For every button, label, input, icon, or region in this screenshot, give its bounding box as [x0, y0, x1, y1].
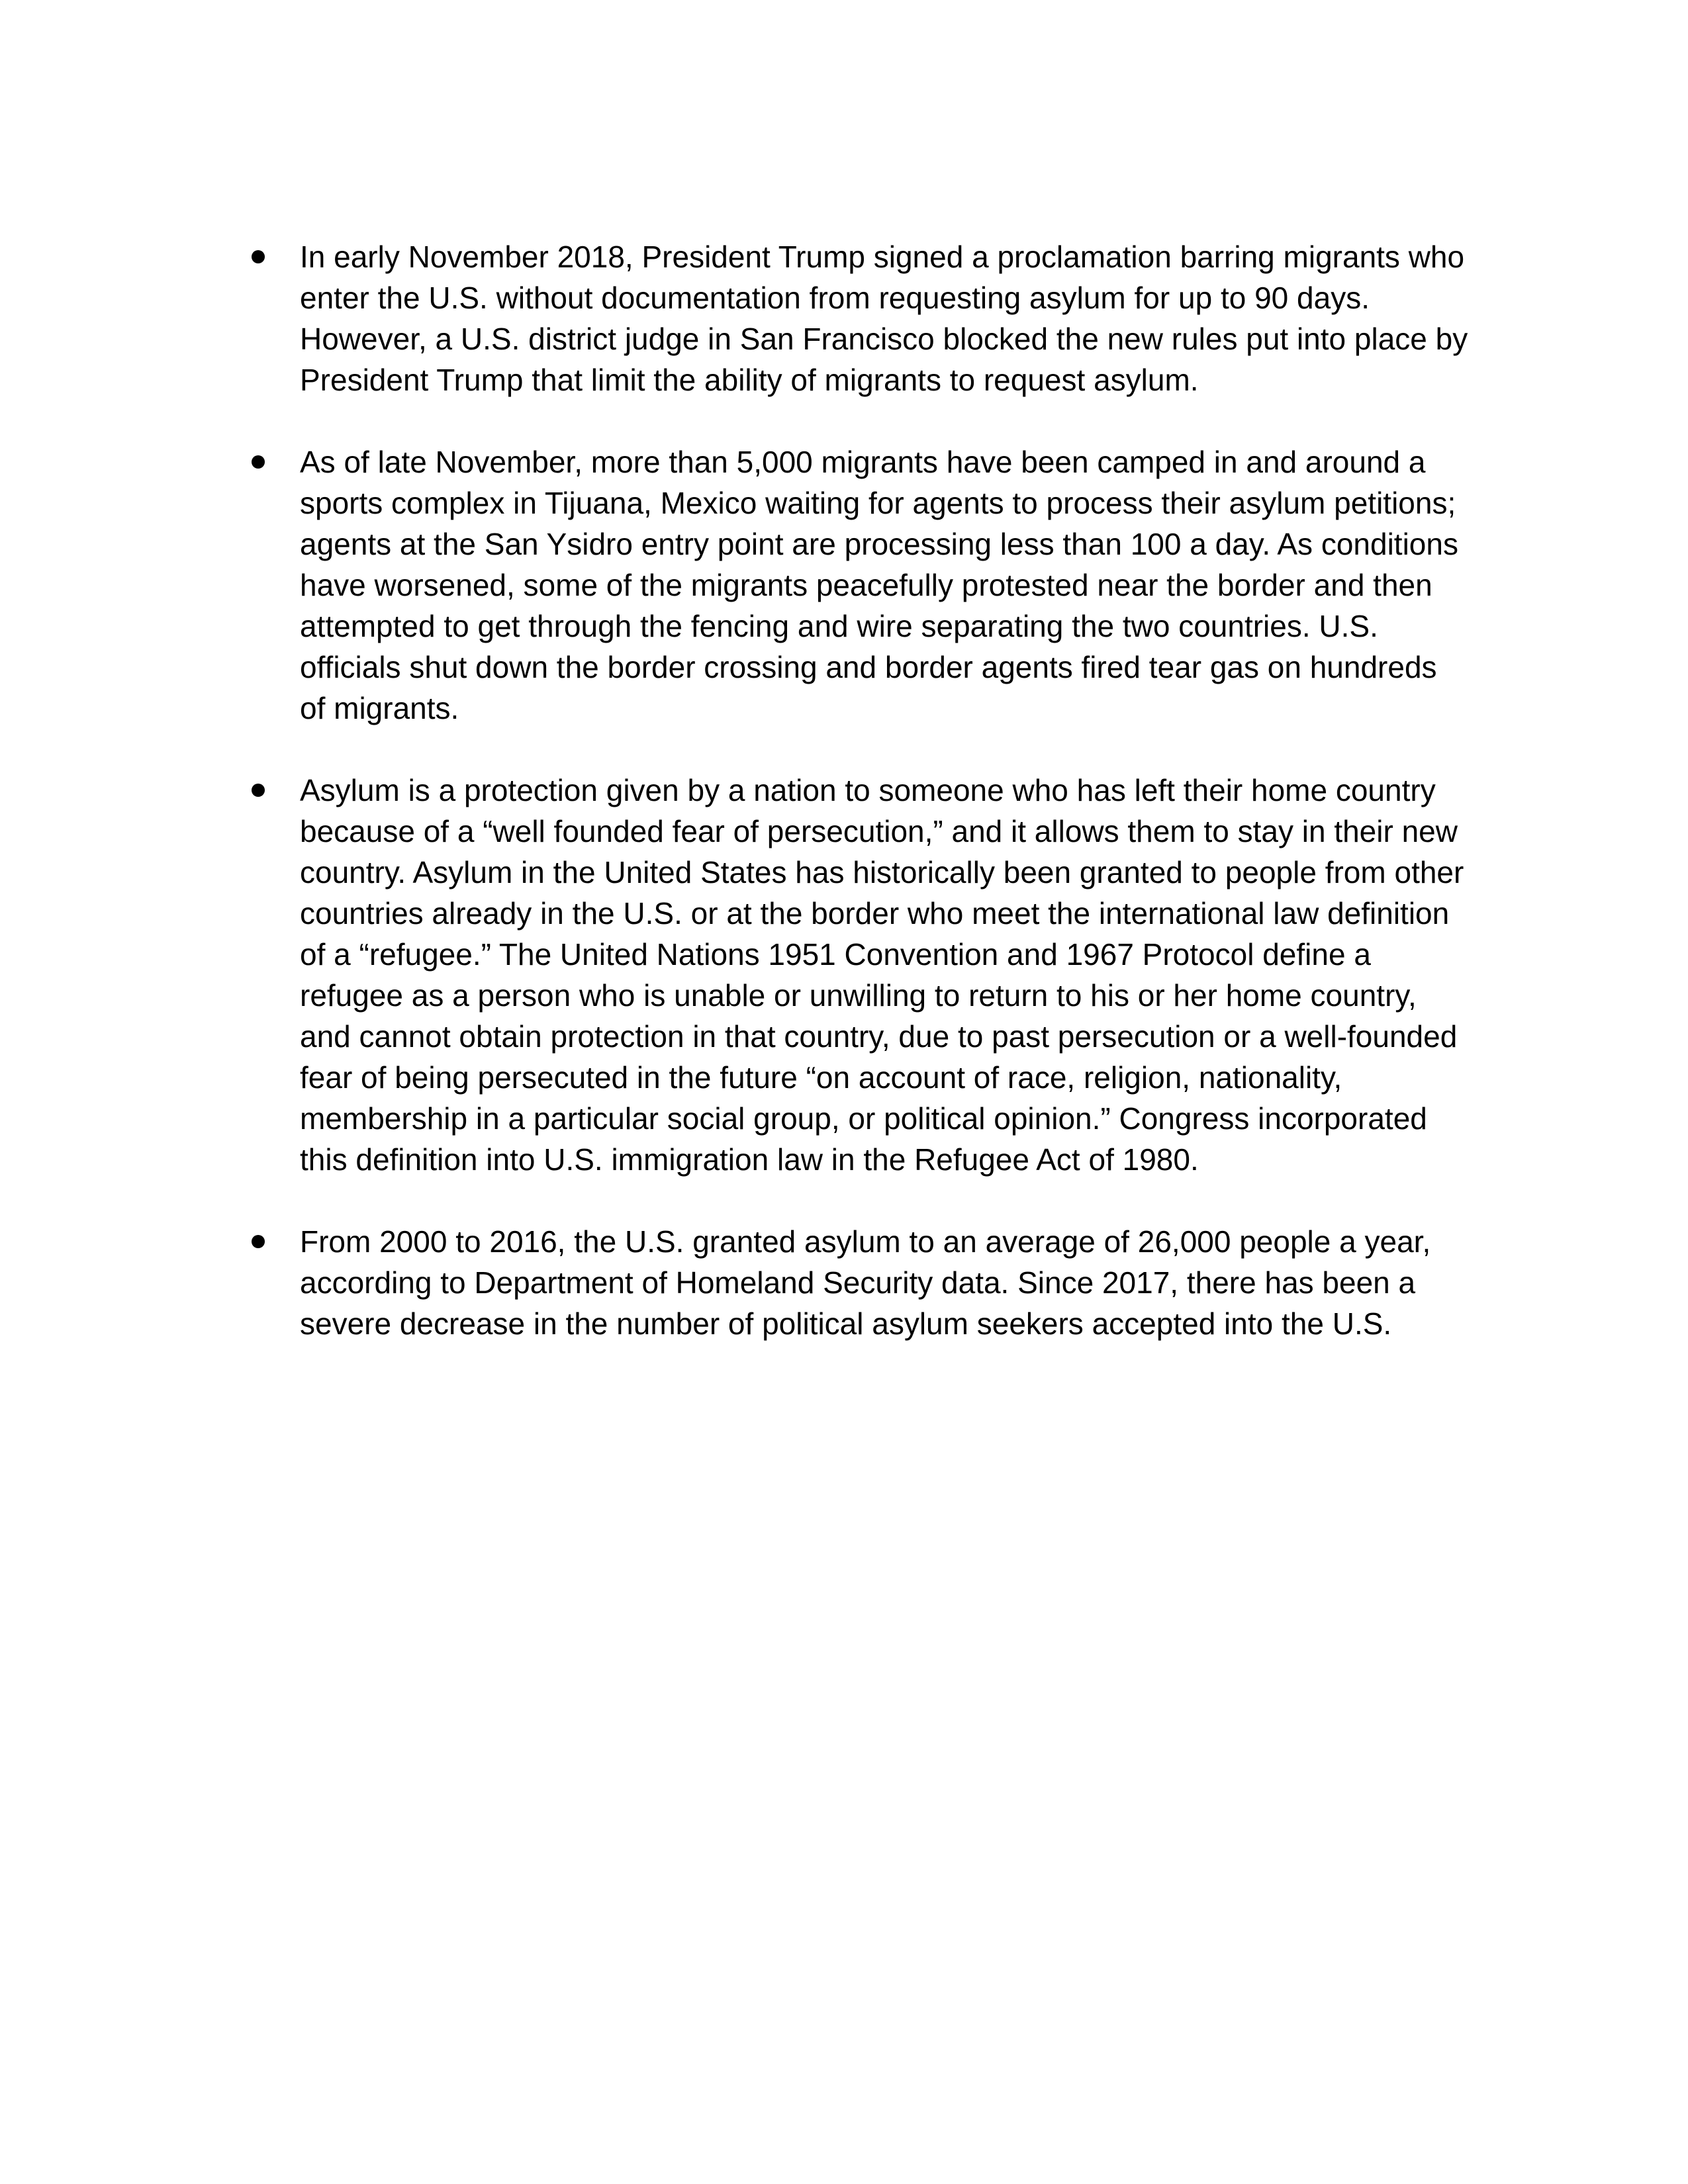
list-item — [252, 1221, 1470, 1344]
list-item — [252, 770, 1470, 1180]
bullet-paragraph: In early November 2018, President Trump signed a proclamation barring migrants who enter the U.S. without documentation from requesting asylum for up to 90 days. However, a U.S. district judge in San Francisco blocked the new rules put into place by President Trump that limit the ability of migrants to request asylum. — [300, 240, 1468, 397]
bullet-icon — [252, 250, 265, 263]
bullet-icon — [252, 455, 265, 469]
bullet-icon — [252, 1235, 265, 1248]
list-item — [252, 236, 1470, 400]
bullet-paragraph: As of late November, more than 5,000 migrants have been camped in and around a sports complex in Tijuana, Mexico waiting for agents to process their asylum petitions; agents at the San Ysidro entry point are processing less than 100 a day. As conditions have worsened, some of the migrants peacefully protested near the border and then attempted to get through the fencing and wire separating the two countries. U.S. officials shut down the border crossing and border agents fired tear gas on hundreds of migrants. — [300, 445, 1458, 725]
bullet-icon — [252, 784, 265, 797]
bullet-paragraph: From 2000 to 2016, the U.S. granted asylum to an average of 26,000 people a year, according to Department of Homeland Security data. Since 2017, there has been a severe decrease in the number of political asylum seekers accepted into the U.S. — [300, 1224, 1431, 1341]
list-item — [252, 441, 1470, 729]
bullet-list — [252, 236, 1470, 1385]
bullet-paragraph: Asylum is a protection given by a nation to someone who has left their home country because of a “well founded fear of persecution,” and it allows them to stay in their new country. Asylum in the United States has historically been granted to people from other countries already in the U.S. or at the border who meet the international law definition of a “refugee.” The United Nations 1951 Convention and 1967 Protocol define a refugee as a person who is unable or unwilling to return to his or her home country, and cannot obtain protection in that country, due to past persecution or a well-founded fear of being persecuted in the future “on account of race, religion, nationality, membership in a particular social group, or political opinion.” Congress incorporated this definition into U.S. immigration law in the Refugee Act of 1980. — [300, 773, 1464, 1177]
